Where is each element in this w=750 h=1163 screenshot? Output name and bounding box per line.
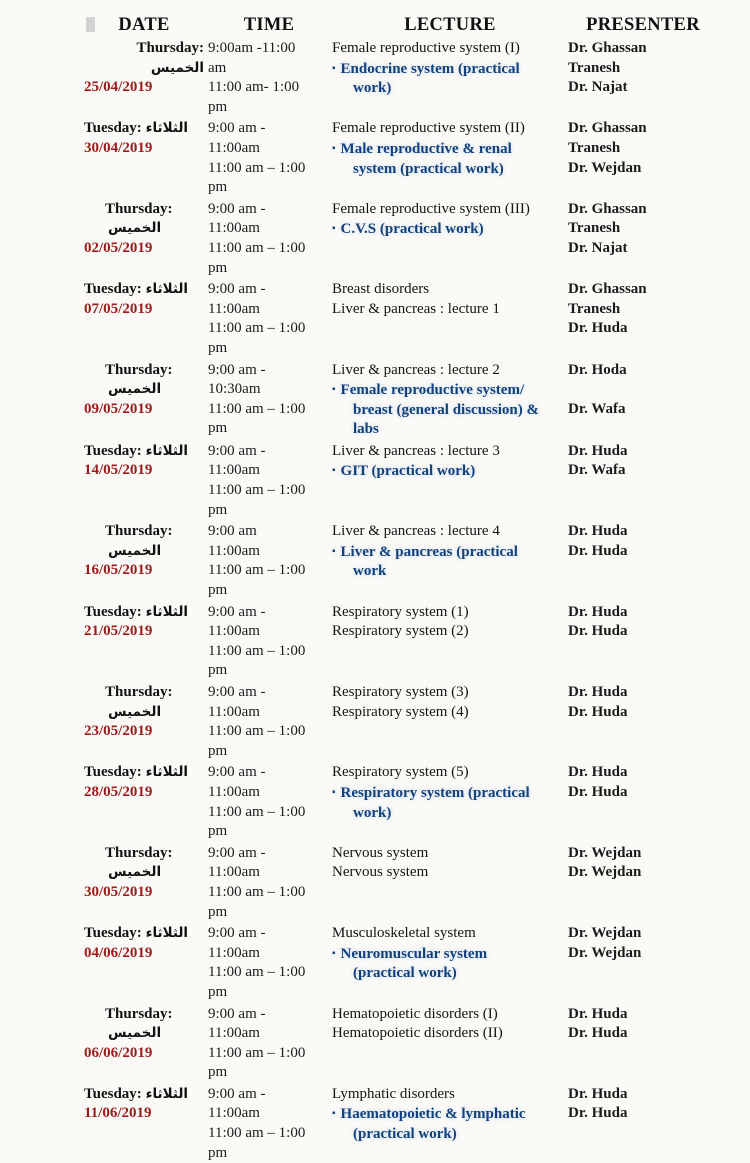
- lecture-practical-line: breast (general discussion) &: [353, 401, 539, 418]
- time-line: 11:00 am – 1:00: [208, 883, 306, 900]
- schedule-rows: [0, 39, 750, 1163]
- table-row: [0, 683, 750, 761]
- presenter-line: Dr. Huda: [568, 783, 628, 800]
- presenter-line: Dr. Huda: [568, 1005, 628, 1022]
- presenter-line: Dr. Ghassan: [568, 120, 647, 137]
- time-line: 9:00 am -: [208, 120, 266, 137]
- day-label-arabic: الثلاثاء: [145, 764, 189, 781]
- table-row: [0, 1085, 750, 1163]
- lecture-title-line: Nervous system: [332, 864, 429, 881]
- lecture-title-line: Respiratory system (1): [332, 603, 469, 620]
- table-row: [0, 200, 750, 278]
- lecture-cell: [332, 442, 568, 520]
- presenter-line: Dr. Huda: [568, 1105, 628, 1122]
- lecture-practical-line: ▪ Male reproductive & renal: [332, 140, 512, 157]
- presenter-line: Dr. Hoda: [568, 361, 627, 378]
- scan-artifact: [86, 17, 95, 32]
- lecture-cell: [332, 683, 568, 761]
- time-line: 9:00 am -: [208, 200, 266, 217]
- date-value: 28/05/2019: [84, 783, 153, 800]
- presenter-line: Dr. Huda: [568, 320, 628, 337]
- presenter-line: Tranesh: [568, 59, 621, 76]
- lecture-title-line: Respiratory system (2): [332, 623, 469, 640]
- lecture-title-line: Nervous system: [332, 844, 429, 861]
- date-line-day: [82, 924, 206, 944]
- day-label-arabic: الثلاثاء: [145, 925, 189, 942]
- column-header-presenter: PRESENTER: [586, 15, 700, 35]
- date-value: 16/05/2019: [84, 562, 153, 579]
- date-value: 09/05/2019: [84, 400, 153, 417]
- lecture-title-line: Female reproductive system (I): [332, 40, 520, 56]
- lecture-title-line: Liver & pancreas : lecture 1: [332, 300, 500, 317]
- lecture-cell: [332, 844, 568, 922]
- time-cell: [206, 39, 332, 117]
- lecture-title-line: Female reproductive system (III): [332, 200, 530, 217]
- time-line: 11:00 am – 1:00: [208, 239, 306, 256]
- presenter-cell: [568, 1005, 718, 1083]
- date-cell: [82, 844, 206, 922]
- day-label-arabic: الثلاثاء: [145, 603, 189, 620]
- time-line: 11:00 am – 1:00: [208, 159, 306, 176]
- lecture-practical-line: ▪ Liver & pancreas (practical: [332, 543, 518, 560]
- time-cell: [206, 763, 332, 841]
- date-line-day: [82, 280, 206, 300]
- date-cell: [82, 522, 206, 600]
- lecture-title-line: Musculoskeletal system: [332, 925, 476, 942]
- lecture-title-line: Hematopoietic disorders (I): [332, 1005, 498, 1022]
- day-label: Tuesday:: [84, 764, 146, 781]
- lecture-cell: [332, 39, 568, 117]
- date-value: 11/06/2019: [84, 1105, 152, 1122]
- presenter-cell: [568, 280, 718, 358]
- lecture-practical-line: ▪ C.V.S (practical work): [332, 221, 484, 238]
- presenter-line: Dr. Wafa: [568, 462, 626, 479]
- bullet-square-icon: ▪: [332, 465, 336, 477]
- presenter-cell: [568, 442, 718, 520]
- day-label: Tuesday:: [84, 1085, 146, 1102]
- time-line: pm: [208, 662, 228, 679]
- time-line: pm: [208, 582, 228, 599]
- date-cell: [82, 200, 206, 278]
- day-label-arabic: الخميس: [108, 703, 162, 720]
- time-line: 11:00am: [208, 944, 260, 961]
- date-value: 06/06/2019: [84, 1044, 153, 1061]
- lecture-practical-line: labs: [353, 421, 379, 438]
- presenter-cell: [568, 924, 718, 1002]
- lecture-practical-line: work): [353, 804, 392, 821]
- date-value: 02/05/2019: [84, 239, 153, 256]
- presenter-cell: [568, 522, 718, 600]
- presenter-line: Dr. Huda: [568, 523, 628, 540]
- time-cell: [206, 1085, 332, 1163]
- lecture-title-line: Hematopoietic disorders (II): [332, 1025, 503, 1042]
- lecture-practical-line: ▪ GIT (practical work): [332, 463, 476, 480]
- time-cell: [206, 683, 332, 761]
- bullet-square-icon: ▪: [332, 142, 336, 154]
- day-label-arabic: الثلاثاء: [145, 442, 189, 459]
- day-label: Tuesday:: [84, 120, 146, 137]
- presenter-line: Dr. Najat: [568, 239, 628, 256]
- time-cell: [206, 280, 332, 358]
- presenter-cell: [568, 361, 718, 440]
- date-cell: [82, 361, 206, 440]
- bullet-square-icon: ▪: [332, 1108, 336, 1120]
- time-line: 11:00am: [208, 623, 260, 640]
- lecture-practical-line: work): [353, 80, 392, 97]
- presenter-line: Dr. Wejdan: [568, 864, 642, 881]
- time-cell: [206, 603, 332, 681]
- time-line: 11:00am: [208, 462, 260, 479]
- lecture-practical-line: system (practical work): [353, 160, 504, 177]
- time-line: 10:30am: [208, 381, 261, 398]
- date-cell: [82, 1005, 206, 1083]
- lecture-practical-line: ▪ Neuromuscular system: [332, 945, 488, 962]
- day-label: Thursday:: [136, 40, 204, 56]
- presenter-cell: [568, 200, 718, 278]
- presenter-line: Dr. Huda: [568, 703, 628, 720]
- time-line: pm: [208, 98, 228, 115]
- lecture-title-line: Liver & pancreas : lecture 4: [332, 523, 500, 540]
- time-line: pm: [208, 903, 228, 920]
- time-cell: [206, 442, 332, 520]
- presenter-cell: [568, 1085, 718, 1163]
- time-line: pm: [208, 179, 228, 196]
- date-cell: [82, 119, 206, 197]
- time-line: 11:00 am – 1:00: [208, 964, 306, 981]
- presenter-line: Dr. Huda: [568, 764, 628, 781]
- time-line: 9:00 am -: [208, 603, 266, 620]
- date-cell: [82, 683, 206, 761]
- time-line: 11:00am: [208, 542, 260, 559]
- date-value: 14/05/2019: [84, 462, 153, 479]
- presenter-line: Dr. Wejdan: [568, 844, 642, 861]
- date-line-day: [82, 603, 206, 623]
- day-label-arabic: الخميس: [108, 1025, 162, 1042]
- time-line: pm: [208, 259, 228, 276]
- lecture-cell: [332, 603, 568, 681]
- time-line: 11:00am: [208, 139, 260, 156]
- time-cell: [206, 522, 332, 600]
- time-line: 11:00 am – 1:00: [208, 1044, 306, 1061]
- table-row: [0, 844, 750, 922]
- presenter-line: Dr. Huda: [568, 1085, 628, 1102]
- time-line: pm: [208, 983, 228, 1000]
- bullet-square-icon: ▪: [332, 786, 336, 798]
- presenter-line: [568, 380, 718, 400]
- lecture-cell: [332, 522, 568, 600]
- time-line: 11:00am: [208, 703, 260, 720]
- date-cell: [82, 442, 206, 520]
- day-label-arabic: الثلاثاء: [145, 120, 189, 137]
- lecture-cell: [332, 361, 568, 440]
- lecture-practical-line: work: [353, 563, 387, 580]
- time-line: 11:00 am – 1:00: [208, 562, 306, 579]
- lecture-practical-line: ▪ Endocrine system (practical: [332, 60, 520, 77]
- lecture-practical-line: ▪ Female reproductive system/: [332, 382, 525, 399]
- presenter-line: Dr. Ghassan: [568, 200, 647, 217]
- presenter-line: Dr. Huda: [568, 442, 628, 459]
- lecture-title-line: Lymphatic disorders: [332, 1085, 455, 1102]
- lecture-practical-line: (practical work): [353, 965, 457, 982]
- presenter-line: Dr. Najat: [568, 79, 628, 96]
- table-row: [0, 119, 750, 197]
- lecture-cell: [332, 1005, 568, 1083]
- time-line: am: [208, 59, 227, 76]
- lecture-practical-line: ▪ Respiratory system (practical: [332, 784, 530, 801]
- presenter-line: Dr. Wejdan: [568, 925, 642, 942]
- time-line: 11:00 am – 1:00: [208, 482, 306, 499]
- presenter-line: Dr. Wejdan: [568, 944, 642, 961]
- lecture-title-line: Respiratory system (5): [332, 764, 469, 781]
- time-line: 11:00 am – 1:00: [208, 723, 306, 740]
- column-header-date: DATE: [118, 15, 170, 35]
- time-line: 11:00 am – 1:00: [208, 400, 306, 417]
- date-value: 04/06/2019: [84, 944, 153, 961]
- presenter-line: Dr. Wejdan: [568, 159, 642, 176]
- presenter-line: Tranesh: [568, 220, 621, 237]
- time-line: 11:00am: [208, 300, 260, 317]
- day-label: Thursday:: [105, 684, 173, 700]
- presenter-cell: [568, 844, 718, 922]
- time-line: 9:00 am -: [208, 281, 266, 298]
- bullet-square-icon: ▪: [332, 947, 336, 959]
- lecture-cell: [332, 280, 568, 358]
- presenter-line: Dr. Huda: [568, 623, 628, 640]
- day-label: Thursday:: [105, 1005, 173, 1022]
- lecture-cell: [332, 119, 568, 197]
- lecture-title-line: Female reproductive system (II): [332, 120, 525, 137]
- time-line: 9:00 am -: [208, 1085, 266, 1102]
- time-line: 9:00am -11:00: [208, 40, 296, 56]
- day-label: Tuesday:: [84, 603, 146, 620]
- presenter-line: Dr. Wafa: [568, 400, 626, 417]
- date-value: 25/04/2019: [84, 79, 153, 96]
- time-line: 11:00am: [208, 1105, 260, 1122]
- time-line: 11:00 am – 1:00: [208, 803, 306, 820]
- presenter-line: Tranesh: [568, 300, 621, 317]
- lecture-cell: [332, 1085, 568, 1163]
- time-line: 11:00 am- 1:00: [208, 79, 300, 96]
- column-header-time: TIME: [243, 15, 295, 35]
- time-line: 9:00 am -: [208, 1005, 266, 1022]
- date-cell: [82, 603, 206, 681]
- time-line: 11:00am: [208, 864, 260, 881]
- day-label: Thursday:: [105, 200, 173, 217]
- day-label-arabic: الخميس: [108, 220, 162, 237]
- time-line: 11:00am: [208, 783, 260, 800]
- time-line: pm: [208, 1064, 228, 1081]
- lecture-title-line: Respiratory system (3): [332, 684, 469, 700]
- day-label: Thursday:: [105, 523, 173, 540]
- time-line: pm: [208, 742, 228, 759]
- time-line: 11:00 am – 1:00: [208, 1125, 306, 1142]
- presenter-cell: [568, 39, 718, 117]
- lecture-cell: [332, 200, 568, 278]
- time-cell: [206, 361, 332, 440]
- presenter-cell: [568, 683, 718, 761]
- date-cell: [82, 924, 206, 1002]
- date-cell: [82, 763, 206, 841]
- date-value: 21/05/2019: [84, 623, 153, 640]
- presenter-line: Dr. Huda: [568, 603, 628, 620]
- date-cell: [82, 1085, 206, 1163]
- time-cell: [206, 119, 332, 197]
- time-line: pm: [208, 501, 228, 518]
- presenter-cell: [568, 603, 718, 681]
- day-label-arabic: الخميس: [150, 59, 204, 76]
- date-cell: [82, 39, 206, 117]
- table-row: [0, 924, 750, 1002]
- table-row: [0, 442, 750, 520]
- day-label-arabic: الخميس: [108, 381, 162, 398]
- time-line: pm: [208, 1144, 228, 1161]
- time-cell: [206, 924, 332, 1002]
- bullet-square-icon: ▪: [332, 545, 336, 557]
- bullet-square-icon: ▪: [332, 384, 336, 396]
- presenter-line: Dr. Ghassan: [568, 281, 647, 298]
- presenter-line: Dr. Huda: [568, 1025, 628, 1042]
- date-value: 23/05/2019: [84, 723, 153, 740]
- table-row: [0, 280, 750, 358]
- time-line: 11:00am: [208, 220, 260, 237]
- lecture-title-line: Liver & pancreas : lecture 2: [332, 361, 500, 378]
- time-cell: [206, 844, 332, 922]
- time-line: pm: [208, 420, 228, 437]
- lecture-practical-line: (practical work): [353, 1126, 457, 1143]
- day-label-arabic: الخميس: [108, 864, 162, 881]
- time-line: 11:00am: [208, 1025, 260, 1042]
- time-cell: [206, 200, 332, 278]
- day-label: Tuesday:: [84, 925, 146, 942]
- day-label: Tuesday:: [84, 442, 146, 459]
- time-line: 9:00 am -: [208, 764, 266, 781]
- day-label-arabic: الخميس: [108, 542, 162, 559]
- time-line: pm: [208, 339, 228, 356]
- date-value: 30/05/2019: [84, 883, 153, 900]
- time-line: 11:00 am – 1:00: [208, 320, 306, 337]
- table-row: [0, 361, 750, 440]
- time-line: 9:00 am -: [208, 442, 266, 459]
- lecture-cell: [332, 763, 568, 841]
- table-row: [0, 763, 750, 841]
- time-line: 11:00 am – 1:00: [208, 642, 306, 659]
- time-line: 9:00 am: [208, 523, 257, 540]
- column-header-lecture: LECTURE: [404, 15, 496, 35]
- time-line: 9:00 am -: [208, 925, 266, 942]
- date-line-day: [82, 442, 206, 462]
- presenter-line: Tranesh: [568, 139, 621, 156]
- time-line: 9:00 am -: [208, 361, 266, 378]
- date-line-day: [82, 119, 206, 139]
- table-row: [0, 603, 750, 681]
- lecture-title-line: Breast disorders: [332, 281, 430, 298]
- day-label: Thursday:: [105, 844, 173, 861]
- lecture-title-line: Respiratory system (4): [332, 703, 469, 720]
- time-line: 9:00 am -: [208, 844, 266, 861]
- day-label: Tuesday:: [84, 281, 146, 298]
- table-row: [0, 39, 750, 117]
- lecture-cell: [332, 924, 568, 1002]
- date-value: 07/05/2019: [84, 300, 153, 317]
- date-line-day: [82, 1085, 206, 1105]
- presenter-line: Dr. Ghassan: [568, 40, 647, 56]
- bullet-square-icon: ▪: [332, 62, 336, 74]
- presenter-line: Dr. Huda: [568, 542, 628, 559]
- lecture-title-line: Liver & pancreas : lecture 3: [332, 442, 500, 459]
- presenter-cell: [568, 763, 718, 841]
- table-header-row: [0, 13, 750, 37]
- day-label: Thursday:: [105, 361, 173, 378]
- time-line: 9:00 am -: [208, 684, 266, 700]
- lecture-practical-line: ▪ Haematopoietic & lymphatic: [332, 1106, 526, 1123]
- time-line: pm: [208, 823, 228, 840]
- presenter-line: Dr. Huda: [568, 684, 628, 700]
- table-row: [0, 522, 750, 600]
- date-value: 30/04/2019: [84, 139, 153, 156]
- day-label-arabic: الثلاثاء: [145, 1085, 189, 1102]
- table-row: [0, 1005, 750, 1083]
- day-label-arabic: الثلاثاء: [145, 281, 189, 298]
- presenter-cell: [568, 119, 718, 197]
- bullet-square-icon: ▪: [332, 223, 336, 235]
- date-cell: [82, 280, 206, 358]
- date-line-day: [82, 763, 206, 783]
- time-cell: [206, 1005, 332, 1083]
